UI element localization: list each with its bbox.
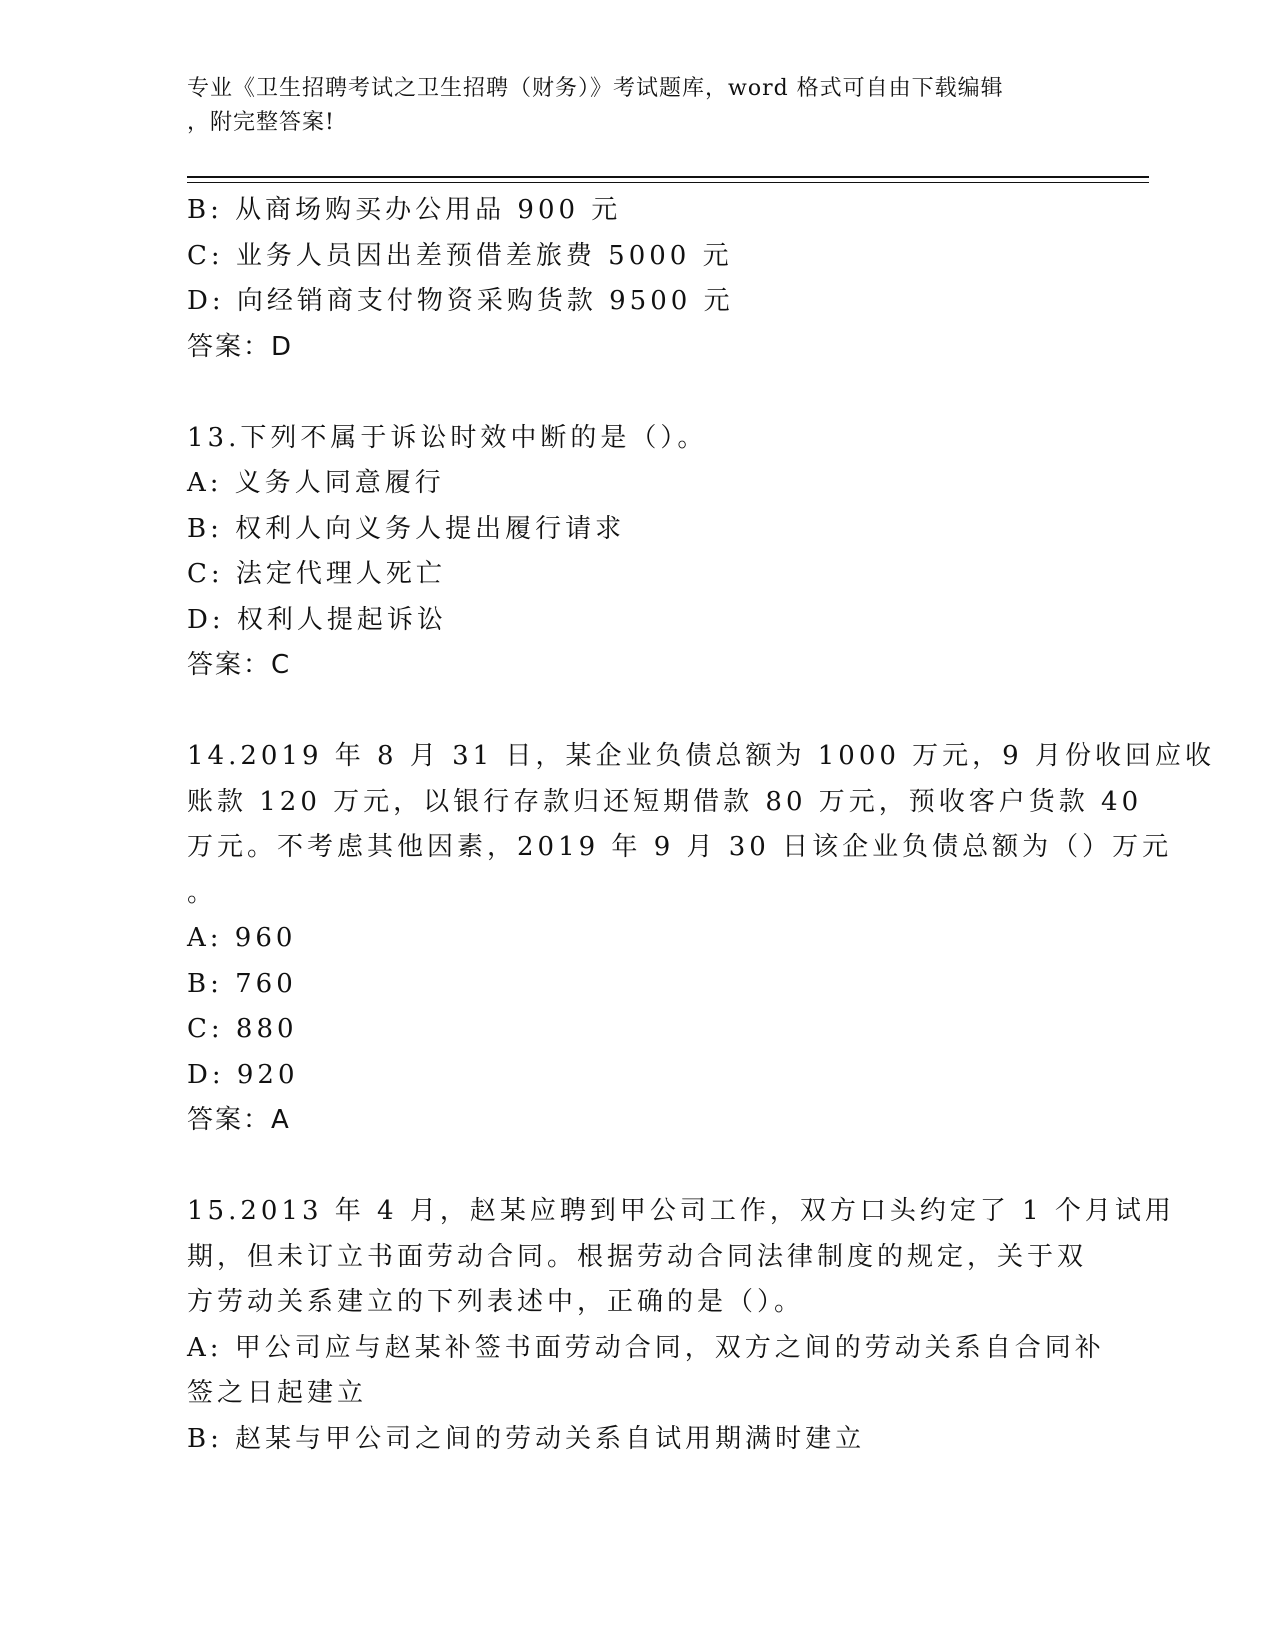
question-14-option-c: C: 880 bbox=[187, 1014, 298, 1044]
question-15-stem-line-3: 方劳动关系建立的下列表述中，正确的是（）。 bbox=[187, 1287, 805, 1317]
question-14-answer: 答案：A bbox=[187, 1105, 291, 1135]
question-15-option-a-line-1: A: 甲公司应与赵某补签书面劳动合同，双方之间的劳动关系自合同补 bbox=[187, 1332, 1105, 1363]
question-12-option-d: D: 向经销商支付物资采购货款 9500 元 bbox=[187, 286, 734, 316]
question-12-option-b: B: 从商场购买办公用品 900 元 bbox=[187, 195, 622, 225]
question-13-option-b: B: 权利人向义务人提出履行请求 bbox=[187, 513, 626, 544]
question-12-block bbox=[187, 188, 1107, 370]
question-12-option-c: C: 业务人员因出差预借差旅费 5000 元 bbox=[187, 240, 733, 271]
question-14-block bbox=[187, 734, 1215, 1144]
spacer bbox=[187, 1144, 1107, 1190]
question-14-option-b: B: 760 bbox=[187, 968, 297, 999]
question-list bbox=[187, 188, 1215, 1462]
header-divider-thick bbox=[187, 176, 1149, 178]
question-13-option-c: C: 法定代理人死亡 bbox=[187, 559, 446, 589]
question-13-option-d: D: 权利人提起诉讼 bbox=[187, 604, 447, 635]
question-14-option-a: A: 960 bbox=[187, 923, 297, 953]
question-14-stem-line-3: 万元。不考虑其他因素，2019 年 9 月 30 日该企业负债总额为（）万元 bbox=[187, 832, 1173, 862]
question-12-answer: 答案：D bbox=[187, 331, 294, 362]
question-14-option-d: D: 920 bbox=[187, 1059, 299, 1090]
question-15-stem-line-2: 期，但未订立书面劳动合同。根据劳动合同法律制度的规定，关于双 bbox=[187, 1241, 1088, 1272]
question-13-stem: 13.下列不属于诉讼时效中断的是（）。 bbox=[187, 422, 708, 453]
question-15-block bbox=[187, 1189, 1175, 1462]
spacer bbox=[187, 370, 1107, 416]
question-15-stem-line-1: 15.2013 年 4 月，赵某应聘到甲公司工作，双方口头约定了 1 个月试用 bbox=[187, 1196, 1175, 1226]
spacer bbox=[187, 689, 1107, 735]
header-title-line-1: 专业《卫生招聘考试之卫生招聘（财务）》考试题库，word 格式可自由下载编辑 bbox=[187, 76, 1004, 101]
question-15-option-a-line-2: 签之日起建立 bbox=[187, 1378, 368, 1408]
header-title-line-2: ，附完整答案! bbox=[187, 110, 335, 135]
page-header bbox=[187, 72, 1087, 140]
header-divider-thin bbox=[187, 182, 1149, 183]
question-14-stem-line-2: 账款 120 万元，以银行存款归还短期借款 80 万元，预收客户货款 40 bbox=[187, 786, 1143, 817]
question-13-option-a: A: 义务人同意履行 bbox=[187, 468, 445, 498]
question-14-stem-line-4: 。 bbox=[187, 877, 218, 908]
question-13-block bbox=[187, 416, 1107, 689]
question-15-option-b: B: 赵某与甲公司之间的劳动关系自试用期满时建立 bbox=[187, 1423, 866, 1454]
question-13-answer: 答案：C bbox=[187, 650, 292, 680]
question-14-stem-line-1: 14.2019 年 8 月 31 日，某企业负债总额为 1000 万元，9 月份收回应收 bbox=[187, 741, 1215, 771]
